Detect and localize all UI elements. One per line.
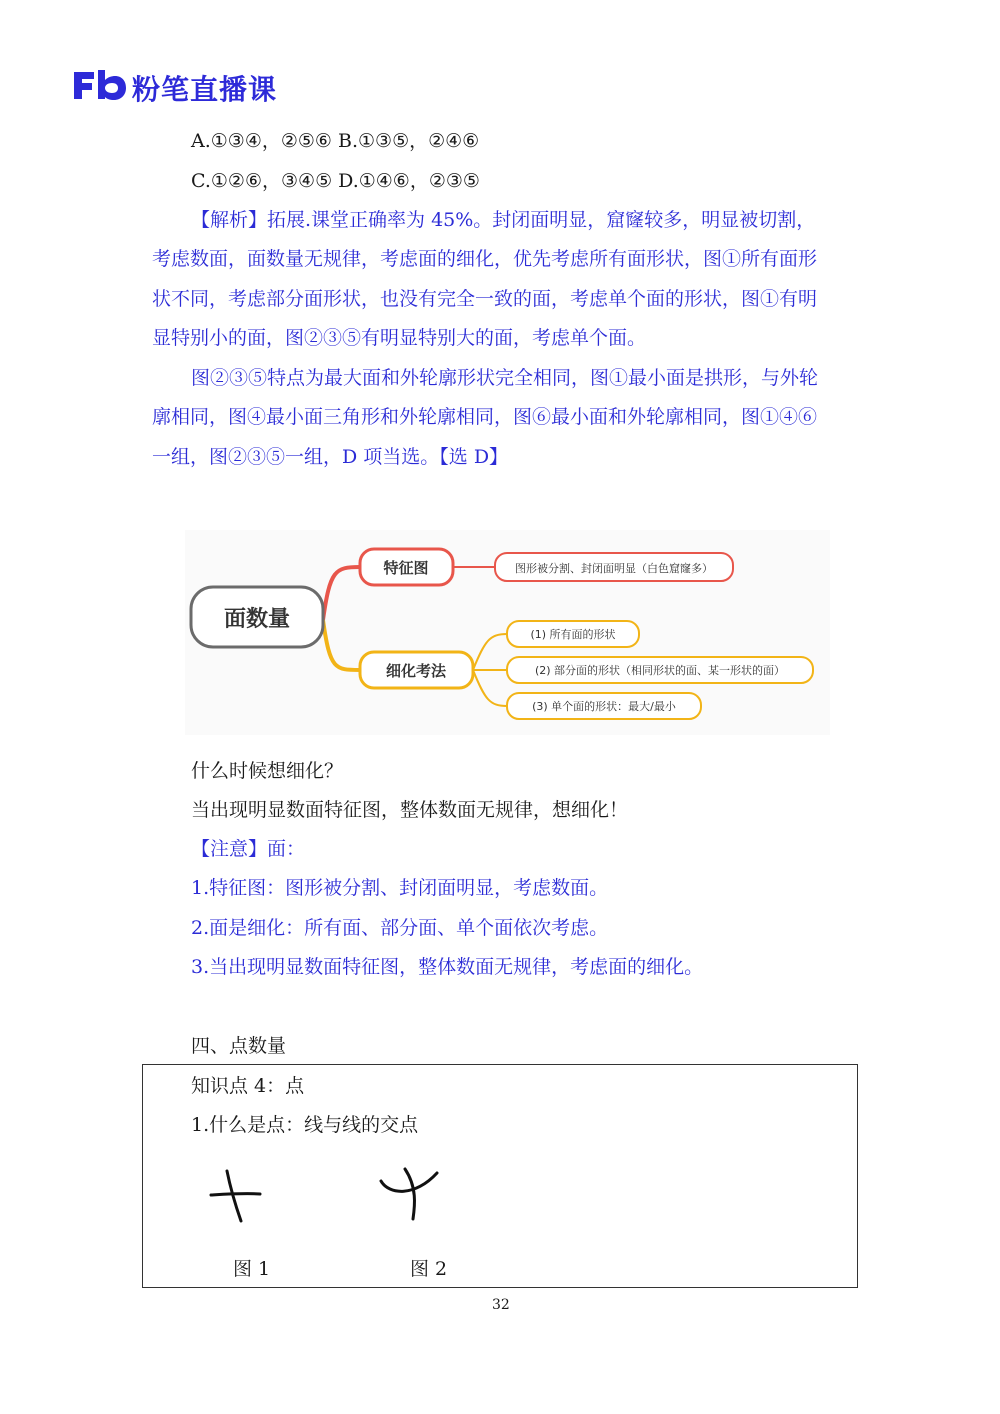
analysis-line-3: 状不同，考虑部分面形状，也没有完全一致的面，考虑单个面的形状，图①有明 [152, 288, 818, 310]
options-line-1: A.①③④，②⑤⑥ B.①③⑤，②④⑥ [191, 130, 480, 152]
mindmap-leaf2: (2) 部分面的形状（相同形状的面、某一形状的面） [534, 664, 786, 677]
figure-2-caption: 图 2 [410, 1258, 448, 1280]
analysis-line-1: 【解析】拓展.课堂正确率为 45%。封闭面明显，窟窿较多，明显被切割， [191, 209, 816, 231]
mindmap-leaf1: (1) 所有面的形状 [530, 628, 616, 641]
mindmap-branch1-label: 特征图 [383, 559, 429, 577]
knowledge-item: 1.什么是点：线与线的交点 [191, 1114, 419, 1136]
knowledge-box [142, 1064, 858, 1288]
mindmap-leaf3: (3) 单个面的形状：最大/最小 [532, 700, 676, 713]
note-item-3: 3.当出现明显数面特征图，整体数面无规律，考虑面的细化。 [191, 956, 704, 978]
mindmap-root-label: 面数量 [223, 607, 291, 632]
brand-logo [70, 64, 128, 104]
mindmap-branch2-label: 细化考法 [385, 662, 447, 680]
note-title: 【注意】面： [191, 838, 306, 860]
analysis-line-7: 一组，图②③⑤一组，D 项当选。【选 D】 [152, 446, 509, 468]
note-item-1: 1.特征图：图形被分割、封闭面明显，考虑数面。 [191, 877, 609, 899]
figure-2-curve-cross-icon [375, 1161, 445, 1231]
section-heading: 四、点数量 [191, 1035, 287, 1057]
mindmap-branch1-leaf: 图形被分割、封闭面明显（白色窟窿多） [515, 562, 713, 575]
analysis-line-6: 廓相同，图④最小面三角形和外轮廓相同，图⑥最小面和外轮廓相同，图①④⑥ [152, 406, 818, 428]
fb-logo-icon [70, 64, 128, 104]
brand-name: 粉笔直播课 [132, 73, 278, 106]
answer-text: 当出现明显数面特征图，整体数面无规律，想细化！ [191, 799, 629, 821]
analysis-line-4: 显特别小的面，图②③⑤有明显特别大的面，考虑单个面。 [152, 327, 647, 349]
mind-map [185, 530, 830, 735]
page-number: 32 [492, 1297, 510, 1313]
figure-1-cross-icon [203, 1161, 273, 1231]
knowledge-title: 知识点 4：点 [191, 1075, 305, 1097]
figure-1-caption: 图 1 [233, 1258, 271, 1280]
analysis-line-2: 考虑数面，面数量无规律，考虑面的细化，优先考虑所有面形状，图①所有面形 [152, 248, 818, 270]
options-line-2: C.①②⑥，③④⑤ D.①④⑥，②③⑤ [191, 170, 480, 192]
analysis-line-5: 图②③⑤特点为最大面和外轮廓形状完全相同，图①最小面是拱形，与外轮 [191, 367, 819, 389]
question-text: 什么时候想细化？ [191, 760, 344, 782]
note-item-2: 2.面是细化：所有面、部分面、单个面依次考虑。 [191, 917, 609, 939]
